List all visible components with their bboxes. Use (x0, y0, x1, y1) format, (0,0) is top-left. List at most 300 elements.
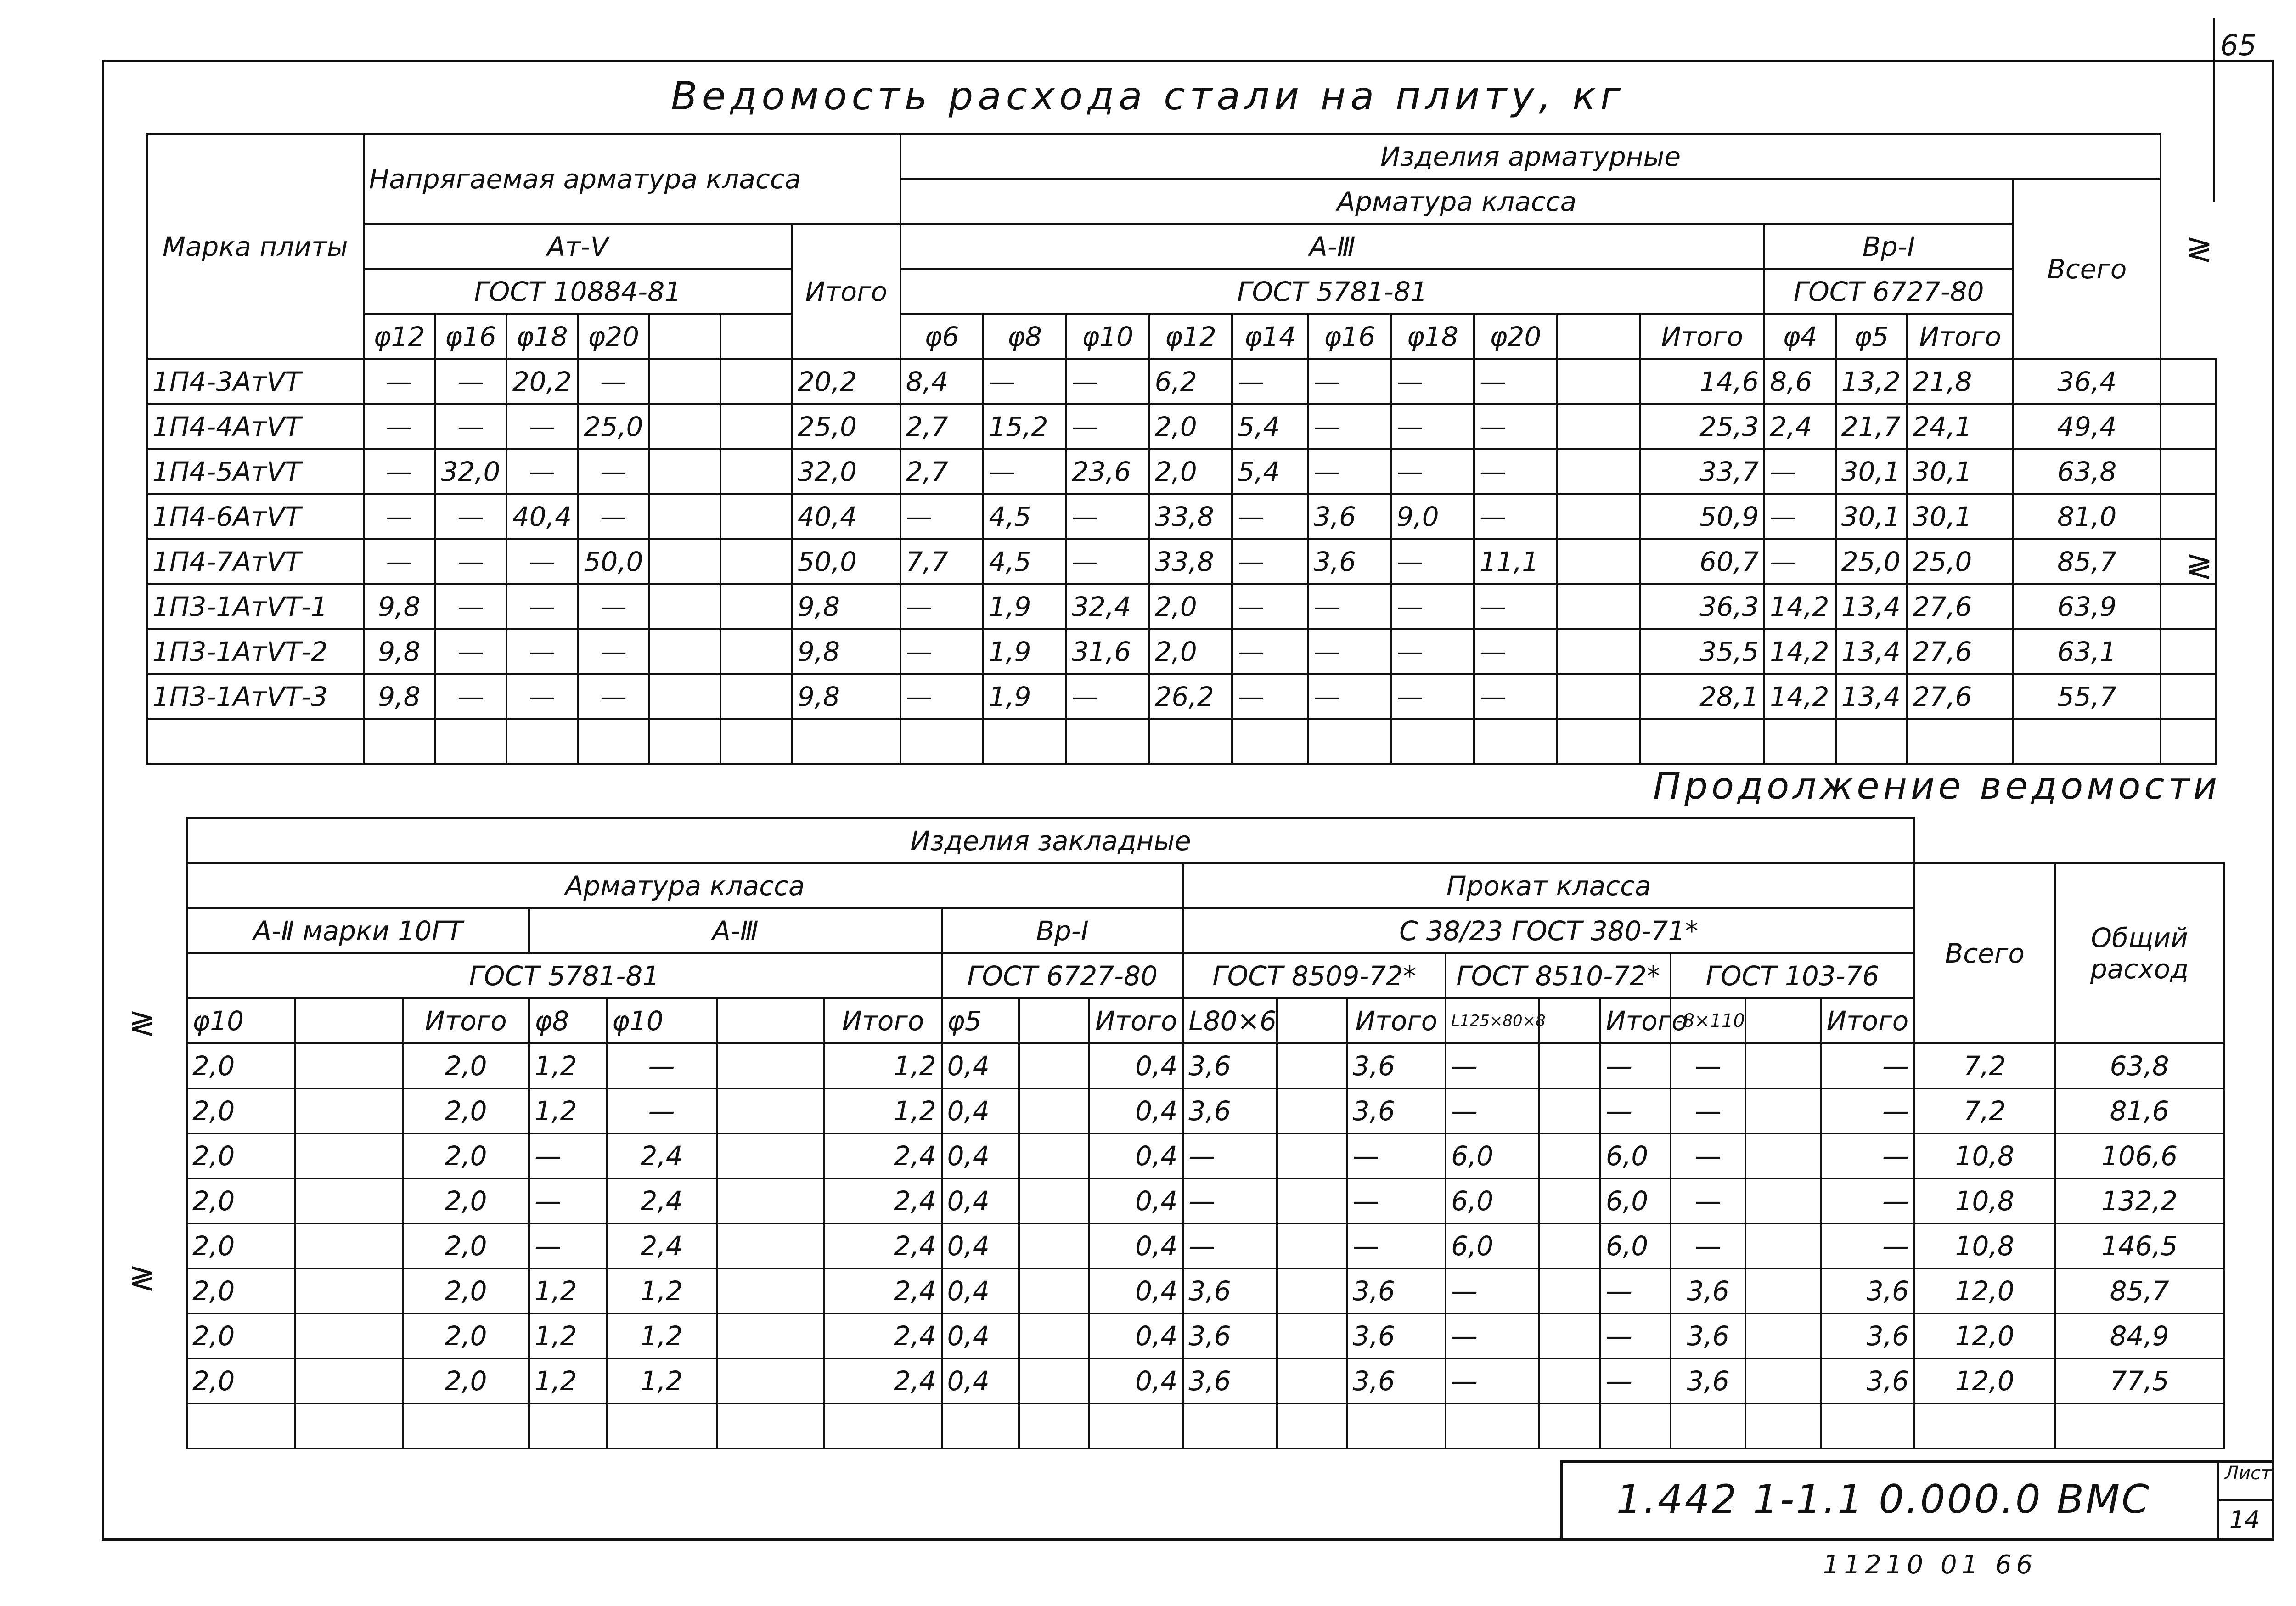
cell-a2: 2,0 (187, 1223, 295, 1268)
cell-8509-total: — (1347, 1133, 1446, 1178)
cell-a3-total: 14,6 (1640, 359, 1764, 404)
cell-vr-total: 0,4 (1089, 1133, 1183, 1178)
empty-cell (1277, 1313, 1347, 1358)
empty-cell (1539, 1268, 1600, 1313)
cell-all: 49,4 (2013, 404, 2161, 449)
cell-a3: 1,2 (529, 1043, 606, 1088)
cell-a3-total: 2,4 (824, 1133, 941, 1178)
cell-total-consumption: 81,6 (2055, 1088, 2224, 1133)
empty-cell (1557, 584, 1640, 629)
cell-a3-total: 33,7 (1640, 449, 1764, 494)
cell-a3: 2,0 (1149, 584, 1232, 629)
empty-cell (1914, 1403, 2055, 1448)
cell-vr-total: 27,6 (1907, 674, 2013, 719)
diam-a3: φ18 (1391, 314, 1474, 359)
header-a2-total: Итого (403, 998, 529, 1043)
empty-cell (1277, 1088, 1347, 1133)
empty-cell (1474, 719, 1557, 764)
empty-cell (1019, 1403, 1089, 1448)
cell-a3: 2,0 (1149, 404, 1232, 449)
cell-103: — (1671, 1043, 1745, 1088)
cell-vr-total: 27,6 (1907, 584, 2013, 629)
diam-vr-2: φ5 (942, 998, 1019, 1043)
table-row (147, 494, 2216, 539)
empty-cell (792, 719, 900, 764)
cell-at: — (364, 449, 435, 494)
cell-a3: 1,2 (529, 1358, 606, 1403)
cell-a3: 6,2 (1149, 359, 1232, 404)
empty-cell (529, 1403, 606, 1448)
cell-a3: — (900, 629, 984, 674)
empty-cell (1089, 1403, 1183, 1448)
cell-a3: — (529, 1178, 606, 1223)
cell-vr: 0,4 (942, 1088, 1019, 1133)
cell-a3: — (1308, 584, 1391, 629)
cell-8509: 3,6 (1183, 1268, 1277, 1313)
cell-a2-total: 2,0 (403, 1133, 529, 1178)
header-gost-6727: ГОСТ 6727-80 (1764, 269, 2013, 314)
empty-cell (1019, 1358, 1089, 1403)
cell-at: — (506, 539, 578, 584)
cell-a3: 32,4 (1066, 584, 1149, 629)
cell-all: 12,0 (1914, 1268, 2055, 1313)
cell-total-consumption: 63,8 (2055, 1043, 2224, 1088)
cell-a3: — (1066, 359, 1149, 404)
cell-at: — (578, 629, 649, 674)
cell-vr: 14,2 (1764, 629, 1836, 674)
empty-cell (2161, 719, 2216, 764)
header-gost-10884: ГОСТ 10884-81 (364, 269, 792, 314)
empty-cell (295, 1043, 403, 1088)
sheet-separator (2217, 1499, 2273, 1501)
cell-a3: 1,2 (529, 1088, 606, 1133)
cell-at: 50,0 (578, 539, 649, 584)
empty-cell (295, 1403, 403, 1448)
header-gost-6727-2: ГОСТ 6727-80 (942, 953, 1183, 998)
cell-all: 36,4 (2013, 359, 2161, 404)
footer-note: 11210 01 66 (1823, 1550, 2037, 1580)
empty-cell (1019, 1088, 1089, 1133)
cell-a3-total: 50,9 (1640, 494, 1764, 539)
cell-total-consumption: 146,5 (2055, 1223, 2224, 1268)
cell-vr: 2,4 (1764, 404, 1836, 449)
cell-vr-total: 0,4 (1089, 1313, 1183, 1358)
cell-a2: 2,0 (187, 1358, 295, 1403)
cell-a3: — (1391, 629, 1474, 674)
cell-all: 10,8 (1914, 1178, 2055, 1223)
empty-cell (824, 1403, 941, 1448)
break-mark: ≷ (2186, 547, 2213, 584)
header-rebar-class: Арматура класса (900, 179, 2013, 224)
header-a3-total: Итого (1640, 314, 1764, 359)
cell-vr-total: 0,4 (1089, 1358, 1183, 1403)
cell-a3: — (1474, 674, 1557, 719)
cell-8510-total: — (1600, 1313, 1671, 1358)
plate-mark: 1П4-6АтⅤТ (147, 494, 364, 539)
cell-vr-total: 21,8 (1907, 359, 2013, 404)
cell-103-total: — (1821, 1178, 1914, 1223)
cell-at: 9,8 (364, 674, 435, 719)
cell-at: — (435, 359, 506, 404)
header-rolled: Прокат класса (1183, 863, 1914, 908)
cell-8509-total: 3,6 (1347, 1313, 1446, 1358)
header-at-total: Итого (792, 224, 900, 359)
empty-cell (295, 1313, 403, 1358)
empty-cell (1539, 1313, 1600, 1358)
cell-all: 12,0 (1914, 1358, 2055, 1403)
cell-a3: — (1474, 494, 1557, 539)
cell-8510-total: 6,0 (1600, 1178, 1671, 1223)
cell-a2-total: 2,0 (403, 1223, 529, 1268)
cell-a3: 3,6 (1308, 539, 1391, 584)
header-8510-total: Итого (1600, 998, 1671, 1043)
empty-cell (717, 1088, 825, 1133)
cell-a3: — (900, 494, 984, 539)
empty-cell (1277, 1403, 1347, 1448)
cell-a2: 2,0 (187, 1133, 295, 1178)
cell-a3-total: 36,3 (1640, 584, 1764, 629)
cell-a3-total: 1,2 (824, 1088, 941, 1133)
header-vr-total-2: Итого (1089, 998, 1183, 1043)
cell-all: 7,2 (1914, 1043, 2055, 1088)
empty-cell (1149, 719, 1232, 764)
cell-at: — (506, 674, 578, 719)
cell-at: — (435, 494, 506, 539)
empty-cell (1539, 1223, 1600, 1268)
cell-a3: — (1232, 494, 1308, 539)
empty-cell (1539, 1358, 1600, 1403)
cell-vr: — (1764, 539, 1836, 584)
diam-a2: φ10 (187, 998, 295, 1043)
cell-8509-total: 3,6 (1347, 1358, 1446, 1403)
empty-cell (942, 1403, 1019, 1448)
empty-cell (1745, 1358, 1820, 1403)
empty-cell (720, 719, 792, 764)
cell-vr-total: 24,1 (1907, 404, 2013, 449)
cell-a3-total: 2,4 (824, 1358, 941, 1403)
cell-a3: 23,6 (1066, 449, 1149, 494)
cell-vr: — (1764, 449, 1836, 494)
cell-a3: 4,5 (983, 539, 1066, 584)
empty-cell (720, 404, 792, 449)
table-row (187, 1223, 2224, 1268)
cell-at: 20,2 (506, 359, 578, 404)
cell-a3: — (1391, 359, 1474, 404)
cell-a2: 2,0 (187, 1313, 295, 1358)
cell-a3: 1,9 (983, 629, 1066, 674)
table-row (147, 404, 2216, 449)
cell-a3-total: 1,2 (824, 1043, 941, 1088)
cell-a3: 2,4 (607, 1223, 717, 1268)
empty-cell (1019, 1313, 1089, 1358)
empty-cell (1232, 719, 1308, 764)
diam-a3: φ20 (1474, 314, 1557, 359)
cell-at: 40,4 (506, 494, 578, 539)
table-row (187, 1313, 2224, 1358)
cell-at: 32,0 (435, 449, 506, 494)
cell-at: — (506, 449, 578, 494)
cell-all: 10,8 (1914, 1133, 2055, 1178)
empty-cell (364, 719, 435, 764)
cell-vr: 0,4 (942, 1133, 1019, 1178)
continuation-title: Продолжение ведомости (1653, 765, 2221, 807)
cell-a3: 26,2 (1149, 674, 1232, 719)
empty-cell (900, 719, 984, 764)
cell-vr-total: 0,4 (1089, 1268, 1183, 1313)
cell-a3: — (1474, 404, 1557, 449)
empty-cell (1821, 1403, 1914, 1448)
cell-a3: — (1066, 539, 1149, 584)
cell-vr: 14,2 (1764, 674, 1836, 719)
empty-cell (2055, 1403, 2224, 1448)
break-mark: ≷ (129, 1258, 156, 1296)
table-row-empty (187, 1403, 2224, 1448)
cell-8510-total: 6,0 (1600, 1223, 1671, 1268)
header-all-2: Всего (1914, 863, 2055, 1043)
cell-a2-total: 2,0 (403, 1358, 529, 1403)
empty-cell (649, 584, 721, 629)
empty-cell (1019, 1043, 1089, 1088)
cell-total-consumption: 132,2 (2055, 1178, 2224, 1223)
cell-103: — (1671, 1088, 1745, 1133)
cell-at-total: 9,8 (792, 674, 900, 719)
empty-cell (1640, 719, 1764, 764)
empty-cell (2161, 449, 2216, 494)
empty-cell (295, 1268, 403, 1313)
diam-a3-2: φ10 (607, 998, 717, 1043)
empty-cell (717, 1268, 825, 1313)
empty-cell (1277, 1358, 1347, 1403)
empty-cell (295, 1133, 403, 1178)
cell-8510-total: — (1600, 1268, 1671, 1313)
sheet-number: 14 (2229, 1506, 2260, 1534)
cell-a3: 1,2 (607, 1358, 717, 1403)
cell-8509: 3,6 (1183, 1313, 1277, 1358)
cell-at: — (578, 584, 649, 629)
cell-vr-total: 0,4 (1089, 1223, 1183, 1268)
empty-cell (1277, 1178, 1347, 1223)
empty-cell (295, 1088, 403, 1133)
cell-a3: — (1391, 539, 1474, 584)
cell-at: — (435, 404, 506, 449)
cell-all: 85,7 (2013, 539, 2161, 584)
cell-vr: 0,4 (942, 1268, 1019, 1313)
cell-a3: — (1232, 539, 1308, 584)
table-row (187, 1358, 2224, 1403)
plate-mark: 1П3-1АтⅤТ-1 (147, 584, 364, 629)
empty-cell (649, 494, 721, 539)
header-prestressed: Напрягаемая арматура класса (364, 134, 900, 224)
empty-cell (1745, 1043, 1820, 1088)
cell-a3: 4,5 (983, 494, 1066, 539)
header-at5: Ат-Ⅴ (364, 224, 792, 269)
empty-cell (1539, 1043, 1600, 1088)
empty-cell (649, 449, 721, 494)
cell-103-total: — (1821, 1223, 1914, 1268)
cell-103: — (1671, 1178, 1745, 1223)
cell-a3: — (529, 1223, 606, 1268)
cell-a3-total: 35,5 (1640, 629, 1764, 674)
header-a3-total-2: Итого (824, 998, 941, 1043)
empty-cell (506, 719, 578, 764)
empty-cell (717, 1358, 825, 1403)
empty-cell (1745, 1088, 1820, 1133)
diam-a3: φ12 (1149, 314, 1232, 359)
cell-total-consumption: 77,5 (2055, 1358, 2224, 1403)
cell-vr: 13,4 (1836, 674, 1908, 719)
cell-a3: 1,2 (607, 1313, 717, 1358)
empty-cell (2161, 629, 2216, 674)
empty-cell (1277, 1223, 1347, 1268)
cell-all: 7,2 (1914, 1088, 2055, 1133)
cell-103-total: 3,6 (1821, 1358, 1914, 1403)
cell-a3: — (607, 1043, 717, 1088)
empty-cell (2013, 719, 2161, 764)
cell-8510: 6,0 (1446, 1133, 1539, 1178)
empty-cell (1277, 1043, 1347, 1088)
cell-a3: — (1391, 674, 1474, 719)
empty-cell (295, 1223, 403, 1268)
cell-a2: 2,0 (187, 1088, 295, 1133)
cell-a3: — (900, 584, 984, 629)
empty-cell (1745, 1133, 1820, 1178)
empty-cell (720, 629, 792, 674)
embedded-items-table (186, 817, 2225, 1449)
cell-a2: 2,0 (187, 1043, 295, 1088)
empty-cell (1557, 674, 1640, 719)
plate-mark: 1П4-4АтⅤТ (147, 404, 364, 449)
empty-cell (1308, 719, 1391, 764)
empty-cell (1907, 719, 2013, 764)
cell-8510: — (1446, 1088, 1539, 1133)
cell-total-consumption: 85,7 (2055, 1268, 2224, 1313)
header-mark: Марка плиты (147, 134, 364, 359)
cell-8510: — (1446, 1313, 1539, 1358)
cell-at: 9,8 (364, 629, 435, 674)
cell-8510: 6,0 (1446, 1223, 1539, 1268)
cell-a3: 1,2 (529, 1268, 606, 1313)
cell-at-total: 20,2 (792, 359, 900, 404)
cell-103-total: — (1821, 1088, 1914, 1133)
cell-at: — (364, 359, 435, 404)
steel-consumption-table (146, 133, 2217, 765)
cell-8510: — (1446, 1268, 1539, 1313)
header-embedded: Изделия закладные (187, 818, 1914, 863)
cell-8510: — (1446, 1358, 1539, 1403)
empty-cell (1539, 1088, 1600, 1133)
empty-cell (2161, 494, 2216, 539)
cell-a3: — (1308, 674, 1391, 719)
cell-a3: 2,0 (1149, 449, 1232, 494)
cell-vr: 25,0 (1836, 539, 1908, 584)
empty-cell (1539, 1133, 1600, 1178)
plate-mark: 1П4-3АтⅤТ (147, 359, 364, 404)
cell-8509: 3,6 (1183, 1043, 1277, 1088)
cell-8509-total: — (1347, 1223, 1446, 1268)
cell-a3-total: 60,7 (1640, 539, 1764, 584)
cell-vr-total: 30,1 (1907, 449, 2013, 494)
empty-cell (2161, 404, 2216, 449)
cell-a3-total: 25,3 (1640, 404, 1764, 449)
cell-8510: 6,0 (1446, 1178, 1539, 1223)
header-gost-5781: ГОСТ 5781-81 (900, 269, 1765, 314)
cell-a3-total: 2,4 (824, 1178, 941, 1223)
empty-cell (403, 1403, 529, 1448)
empty-cell (649, 629, 721, 674)
header-items: Изделия арматурные (900, 134, 2161, 179)
empty-cell (1557, 629, 1640, 674)
cell-at: 9,8 (364, 584, 435, 629)
cell-a3: 1,2 (607, 1268, 717, 1313)
diam-vr: φ4 (1764, 314, 1836, 359)
cell-a3: — (1232, 359, 1308, 404)
table-row (147, 629, 2216, 674)
empty-cell (720, 539, 792, 584)
cell-at-total: 40,4 (792, 494, 900, 539)
empty-cell (1277, 1268, 1347, 1313)
header-rolled-steel: С 38/23 ГОСТ 380-71* (1183, 908, 1914, 953)
cell-a3: 7,7 (900, 539, 984, 584)
cell-a3: 5,4 (1232, 404, 1308, 449)
cell-a3: — (1474, 584, 1557, 629)
header-rebar-class-2: Арматура класса (187, 863, 1183, 908)
header-gost-8510: ГОСТ 8510-72* (1446, 953, 1671, 998)
cell-at: — (578, 449, 649, 494)
cell-at: — (506, 629, 578, 674)
cell-a3: — (607, 1088, 717, 1133)
cell-a3: 1,9 (983, 584, 1066, 629)
cell-all: 63,9 (2013, 584, 2161, 629)
sheet-label: Лист (2225, 1463, 2272, 1484)
diam-at: φ16 (435, 314, 506, 359)
cell-a3: — (1391, 449, 1474, 494)
cell-vr-total: 0,4 (1089, 1088, 1183, 1133)
empty-cell (1277, 1133, 1347, 1178)
cell-a3: 2,4 (607, 1133, 717, 1178)
empty-cell (1764, 719, 1836, 764)
cell-vr: 13,4 (1836, 584, 1908, 629)
table-row (187, 1268, 2224, 1313)
empty-cell (649, 539, 721, 584)
table-row (187, 1043, 2224, 1088)
header-a3-2: А-Ⅲ (529, 908, 941, 953)
empty-cell (717, 1133, 825, 1178)
empty-cell (720, 449, 792, 494)
empty-cell (649, 359, 721, 404)
table-row (187, 1133, 2224, 1178)
cell-all: 10,8 (1914, 1223, 2055, 1268)
empty-cell (1836, 719, 1908, 764)
cell-vr: 0,4 (942, 1313, 1019, 1358)
diam-a3: φ6 (900, 314, 984, 359)
table-row (147, 674, 2216, 719)
cell-at-total: 9,8 (792, 629, 900, 674)
cell-a3: 1,2 (529, 1313, 606, 1358)
cell-a3-total: 2,4 (824, 1223, 941, 1268)
cell-a3: — (1232, 584, 1308, 629)
cell-at: 25,0 (578, 404, 649, 449)
cell-vr: 30,1 (1836, 494, 1908, 539)
cell-vr-total: 0,4 (1089, 1043, 1183, 1088)
cell-all: 81,0 (2013, 494, 2161, 539)
cell-at: — (578, 494, 649, 539)
cell-a3: — (1308, 359, 1391, 404)
cell-vr: 13,2 (1836, 359, 1908, 404)
empty-cell (1446, 1403, 1539, 1448)
cell-a3: — (900, 674, 984, 719)
cell-a3: — (1474, 449, 1557, 494)
header-8509-total: Итого (1347, 998, 1446, 1043)
